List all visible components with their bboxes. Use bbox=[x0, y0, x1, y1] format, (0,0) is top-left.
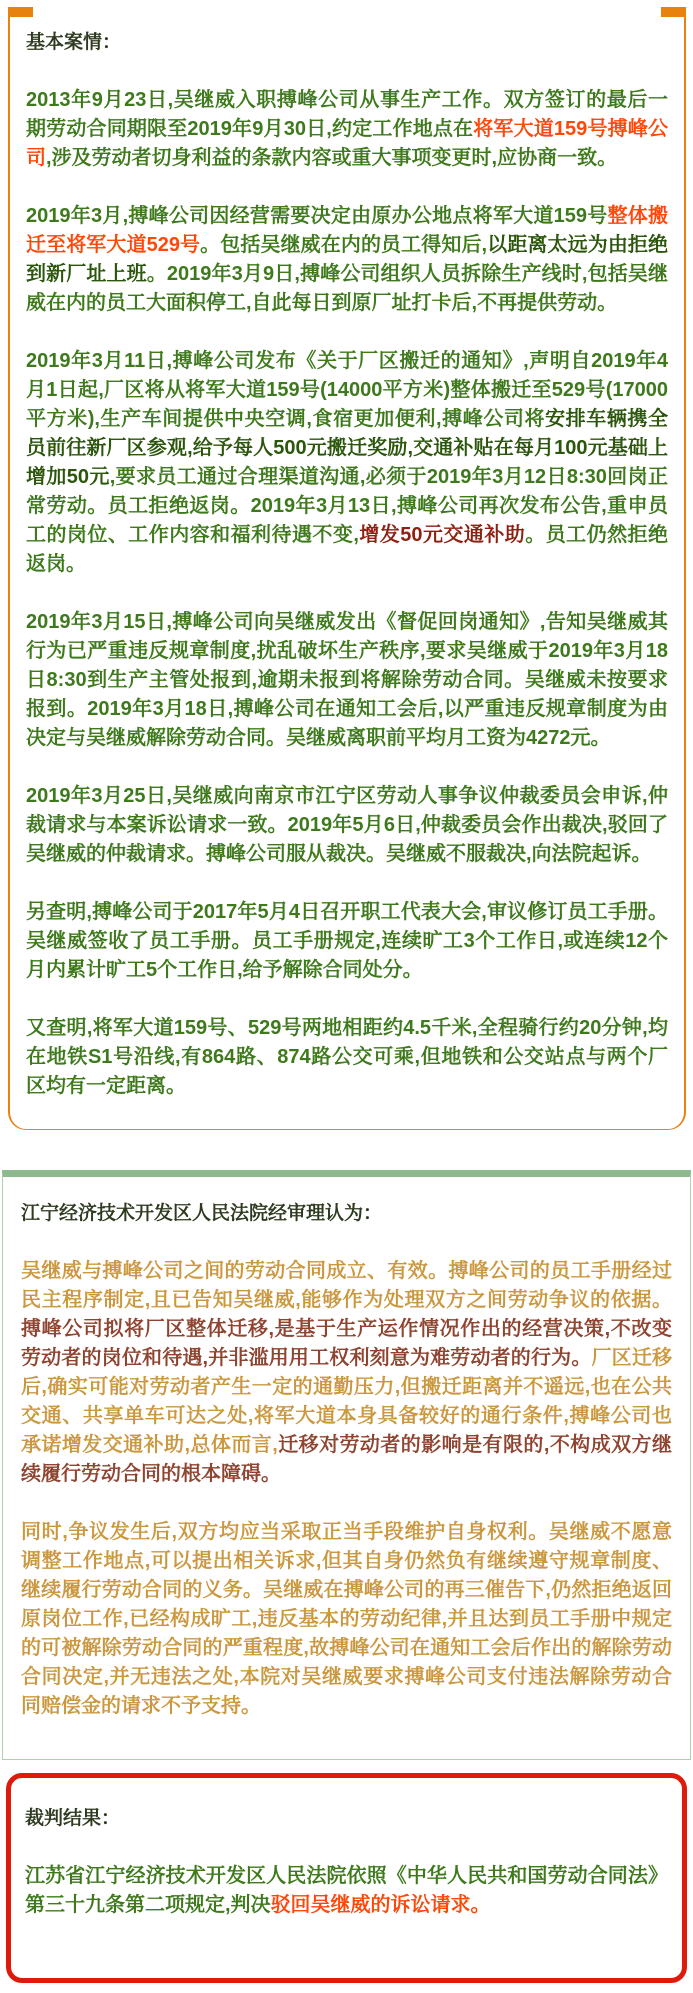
text-run: 同时,争议发生后,双方均应当采取正当手段维护自身权利。吴继威不愿意调整工作地点,可以提出相关诉求,但其自身仍然负有继续遵守规章制度、继续履行劳动合同的义务。吴继威在搏峰公司的再三催告下,仍然拒绝返回原岗位工作,已经构成旷工,违反基本的劳动纪律,并且达到员工手册中规定的可被解除劳动合同的严重程度,故搏峰公司在通知工会后作出的解除劳动合同决定,并无违法之处,本院对吴继威要求搏峰公司支付违法解除劳动合同赔偿金的请求不予支持。 bbox=[21, 1521, 672, 1717]
text-run: 2019年3月25日,吴继威向南京市江宁区劳动人事争议仲裁委员会申诉,仲裁请求与本案诉讼请求一致。2019年5月6日,仲裁委员会作出裁决,驳回了吴继威的仲裁请求。搏峰公司服从裁决。吴继威不服裁决,向法院起诉。 bbox=[26, 785, 668, 865]
text-run: 厂区迁移后,确实可能对劳动者产生一定的通勤压力,但搬迁距离并不遥远,也在公共交通、共享单车可达之处,将军大道本身具备较好的通行条件,搏峰公司也承诺增发交通补助,总体而言, bbox=[21, 1347, 672, 1456]
text-run: 2019年3月15日,搏峰公司向吴继威发出《督促回岗通知》,告知吴继威其行为已严重违反规章制度,扰乱破坏生产秩序,要求吴继威于2019年3月18日8:30到生产主管处报到,逾期未报到将解除劳动合同。吴继威未按要求报到。2019年3月18日,搏峰公司在通知工会后,以严重违反规章制度为由决定与吴继威解除劳动合同。吴继威离职前平均月工资为4272元。 bbox=[26, 611, 668, 749]
text-run: 另查明,搏峰公司于2017年5月4日召开职工代表大会,审议修订员工手册。吴继威签收了员工手册。员工手册规定,连续旷工3个工作日,或连续12个月内累计旷工5个工作日,给予解除合同处分。 bbox=[26, 901, 668, 981]
text-run: 增发50元交通补助 bbox=[358, 524, 526, 546]
text-run: 驳回吴继威的诉讼请求。 bbox=[270, 1894, 491, 1916]
text-run: 江苏省江宁经济技术开发区人民法院依照《中华人民共和国劳动合同法》第三十九条第二项规定,判决 bbox=[25, 1865, 668, 1916]
text-run: 整体搬迁至将军大道529号 bbox=[26, 205, 668, 256]
judgment-result-body bbox=[25, 1862, 668, 1920]
text-run: 2019年3月,搏峰公司因经营需要决定由原办公地点将军大道159号 bbox=[26, 205, 608, 227]
paragraph bbox=[26, 782, 668, 869]
paragraph bbox=[21, 1257, 672, 1489]
paragraph bbox=[21, 1518, 672, 1721]
judgment-result-title: 裁判结果： bbox=[25, 1808, 121, 1829]
section-basic-facts bbox=[8, 8, 686, 1130]
text-run: ,要求员工通过合理渠道沟通,必须于2019年3月12日8:30回岗正常劳动。员工拒绝返岗。2019年3月13日,搏峰公司再次发布公告,重申员工的岗位、工作内容和福利待遇不变, bbox=[26, 466, 668, 546]
court-opinion-title: 江宁经济技术开发区人民法院经审理认为： bbox=[21, 1203, 383, 1224]
section-judgment-result bbox=[6, 1773, 687, 1983]
paragraph bbox=[26, 1014, 668, 1101]
corner-bracket-top-right-icon bbox=[661, 7, 686, 17]
text-run: 以距离太远为由拒绝到新厂址上班 bbox=[26, 234, 669, 285]
text-run: 将军大道159号搏峰公司 bbox=[26, 118, 668, 169]
text-run: 又查明,将军大道159号、529号两地相距约4.5千米,全程骑行约20分钟,均在地铁S1号沿线,有864路、874路公交可乘,但地铁和公交站点与两个厂区均有一定距离。 bbox=[26, 1017, 668, 1097]
corner-bracket-top-left-icon bbox=[8, 7, 33, 17]
text-run: 搏峰公司拟将厂区整体迁移,是基于生产运作情况作出的经营决策,不改变劳动者的岗位和待遇,并非滥用用工权利刻意为难劳动者的行为。 bbox=[21, 1318, 672, 1369]
paragraph bbox=[26, 898, 668, 985]
paragraph bbox=[26, 202, 668, 318]
text-run: 。员工仍然拒绝返岗。 bbox=[26, 524, 669, 575]
court-opinion-body bbox=[21, 1257, 672, 1721]
section-court-opinion bbox=[2, 1170, 691, 1760]
text-run: 安排车辆携全员前往新厂区参观,给予每人500元搬迁奖励,交通补贴在每月100元基础上增加50元 bbox=[26, 408, 668, 488]
basic-facts-body bbox=[26, 86, 668, 1101]
text-run: 迁移对劳动者的影响是有限的,不构成双方继续履行劳动合同的根本障碍。 bbox=[21, 1434, 672, 1485]
paragraph bbox=[25, 1862, 668, 1920]
paragraph bbox=[26, 86, 668, 173]
text-run: 2019年3月11日,搏峰公司发布《关于厂区搬迁的通知》,声明自2019年4月1日起,厂区将从将军大道159号(14000平方米)整体搬迁至529号(17000平方米),生产车间提供中央空调,食宿更加便利,搏峰公司将 bbox=[26, 350, 668, 430]
text-run: 2013年9月23日,吴继威入职搏峰公司从事生产工作。双方签订的最后一期劳动合同期限至2019年9月30日,约定工作地点在 bbox=[26, 89, 668, 140]
text-run: 吴继威与搏峰公司之间的劳动合同成立、有效。搏峰公司的员工手册经过民主程序制定,且已告知吴继威,能够作为处理双方之间劳动争议的依据。 bbox=[21, 1260, 672, 1311]
paragraph bbox=[26, 347, 668, 579]
text-run: 。2019年3月9日,搏峰公司组织人员拆除生产线时,包括吴继威在内的员工大面积停工,自此每日到原厂址打卡后,不再提供劳动。 bbox=[26, 263, 668, 314]
paragraph bbox=[26, 608, 668, 753]
basic-facts-title: 基本案情： bbox=[26, 32, 122, 53]
text-run: 。包括吴继威在内的员工得知后, bbox=[200, 234, 488, 256]
text-run: ,涉及劳动者切身利益的条款内容或重大事项变更时,应协商一致。 bbox=[46, 147, 618, 169]
